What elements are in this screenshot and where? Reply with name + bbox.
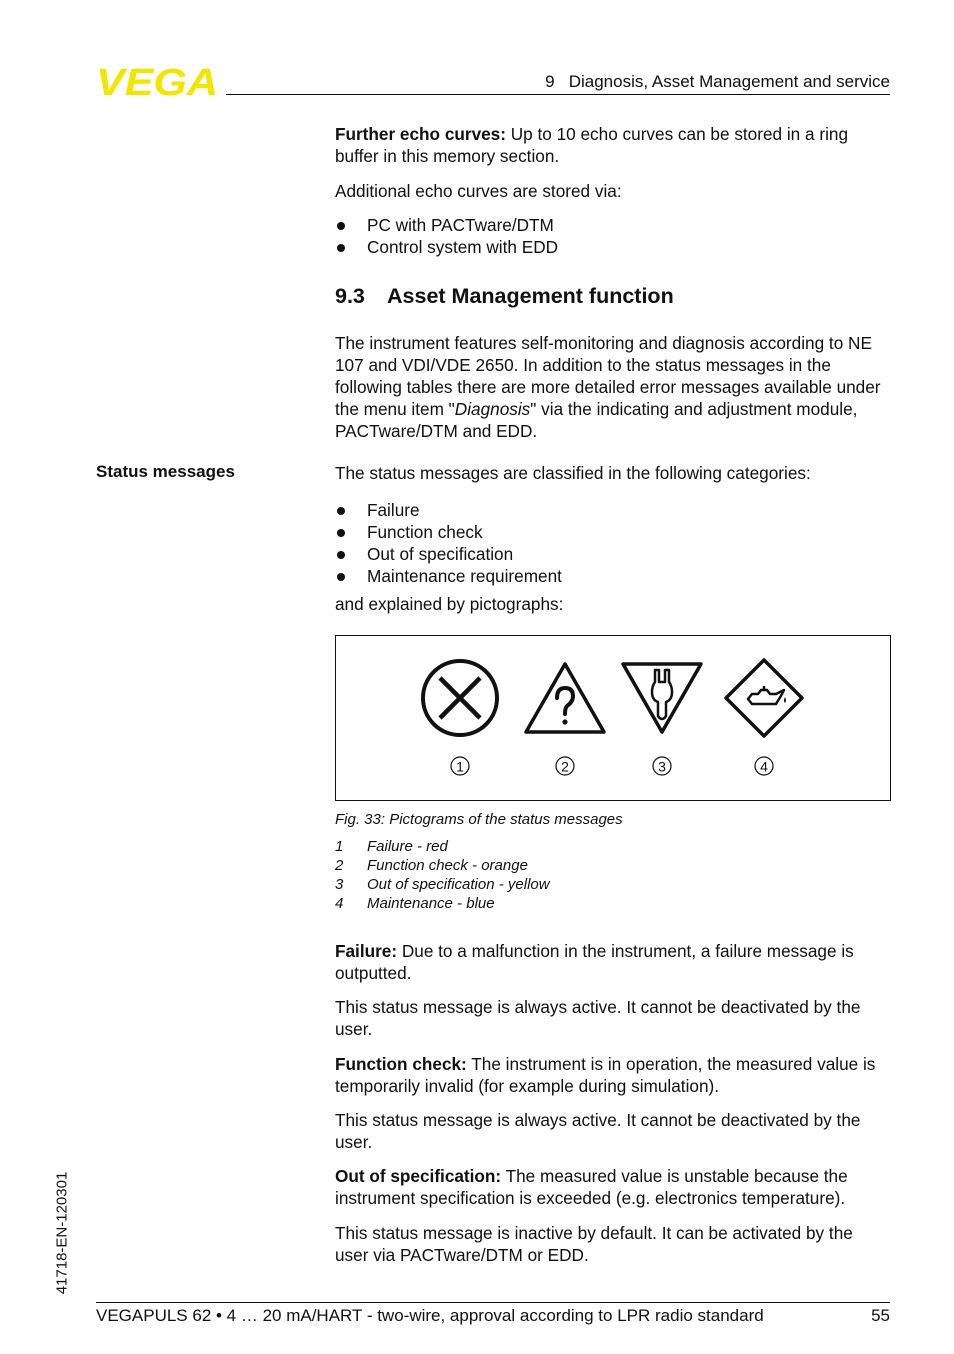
marker-label: 3	[658, 758, 666, 775]
additional-paragraph: Additional echo curves are stored via:	[335, 181, 622, 201]
section-title: Asset Management function	[387, 284, 674, 308]
list-item: Function check	[335, 521, 891, 543]
marker-label: 4	[760, 758, 768, 775]
vega-logo	[96, 64, 220, 98]
maintenance-icon	[726, 660, 802, 736]
echo-curves-term: Further echo curves:	[335, 124, 506, 144]
document-code	[54, 1160, 70, 1306]
logo-text: VEGA	[96, 64, 218, 98]
list-item: Maintenance requirement	[335, 565, 891, 587]
figure-caption: Fig. 33: Pictograms of the status messages	[335, 811, 623, 828]
marker-1	[451, 757, 469, 775]
pictograms-figure	[335, 635, 891, 801]
failure-note: This status message is always active. It cannot be deactivated by the user.	[335, 997, 861, 1039]
out-of-spec-text: The measured value is unstable because the instrument specification is exceeded (e.g. electronics temperature).	[335, 1166, 848, 1208]
categories-list	[335, 499, 891, 587]
list-item: Control system with EDD	[335, 236, 891, 258]
function-check-text: The instrument is in operation, the measured value is temporarily invalid (for example during simulation).	[335, 1054, 876, 1096]
header-rule	[226, 94, 890, 95]
list-item: Out of specification	[335, 543, 891, 565]
out-of-specification-icon	[623, 664, 701, 732]
marker-label: 1	[456, 758, 464, 775]
storage-list	[335, 214, 891, 258]
echo-curves-paragraph	[335, 123, 891, 167]
marker-2	[556, 757, 574, 775]
document-code-text: 41718-EN-120301	[53, 1171, 71, 1295]
explained-paragraph: and explained by pictographs:	[335, 594, 564, 614]
out-of-spec-term: Out of specification:	[335, 1166, 502, 1186]
failure-text: Due to a malfunction in the instrument, a failure message is outputted.	[335, 941, 854, 983]
figure-legend	[335, 837, 550, 913]
list-item: Failure	[335, 499, 891, 521]
out-of-spec-note: This status message is inactive by default. It can be activated by the user via PACTware/DTM or EDD.	[335, 1223, 853, 1265]
failure-term: Failure:	[335, 941, 398, 961]
section-number: 9.3	[335, 284, 365, 308]
legend-item: 4 Maintenance - blue	[335, 895, 495, 912]
function-check-icon	[526, 664, 604, 732]
marker-4	[755, 757, 773, 775]
footer-product: VEGAPULS 62 • 4 … 20 mA/HART - two-wire, approval according to LPR radio standard	[96, 1306, 764, 1325]
legend-item: 2 Function check - orange	[335, 857, 528, 874]
function-check-paragraph	[335, 1053, 891, 1097]
marker-label: 2	[561, 758, 569, 775]
list-item: PC with PACTware/DTM	[335, 214, 891, 236]
section-text-a: The instrument features self-monitoring and diagnosis according to NE 107 and VDI/VDE 2650. In addition to the status messages in the following tables there are more detailed error messages available under the menu item "	[335, 333, 881, 419]
section-paragraph	[335, 332, 891, 442]
margin-label-status-messages: Status messages	[96, 462, 235, 481]
chapter-title: 9 Diagnosis, Asset Management and service	[545, 72, 890, 91]
echo-curves-text: Up to 10 echo curves can be stored in a ring buffer in this memory section.	[335, 124, 849, 166]
page-number: 55	[871, 1306, 890, 1325]
marker-3	[653, 757, 671, 775]
failure-paragraph	[335, 940, 891, 984]
section-heading	[335, 284, 674, 309]
diagnosis-term: Diagnosis	[454, 399, 531, 419]
out-of-spec-paragraph	[335, 1165, 891, 1209]
section-text-b: " via the indicating and adjustment module, PACTware/DTM and EDD.	[335, 399, 858, 441]
failure-icon	[423, 661, 497, 735]
status-intro: The status messages are classified in the following categories:	[335, 463, 811, 483]
legend-item: 1 Failure - red	[335, 838, 448, 855]
footer-rule	[96, 1302, 890, 1303]
legend-item: 3 Out of specification - yellow	[335, 876, 550, 893]
function-check-term: Function check:	[335, 1054, 467, 1074]
function-check-note: This status message is always active. It cannot be deactivated by the user.	[335, 1110, 861, 1152]
